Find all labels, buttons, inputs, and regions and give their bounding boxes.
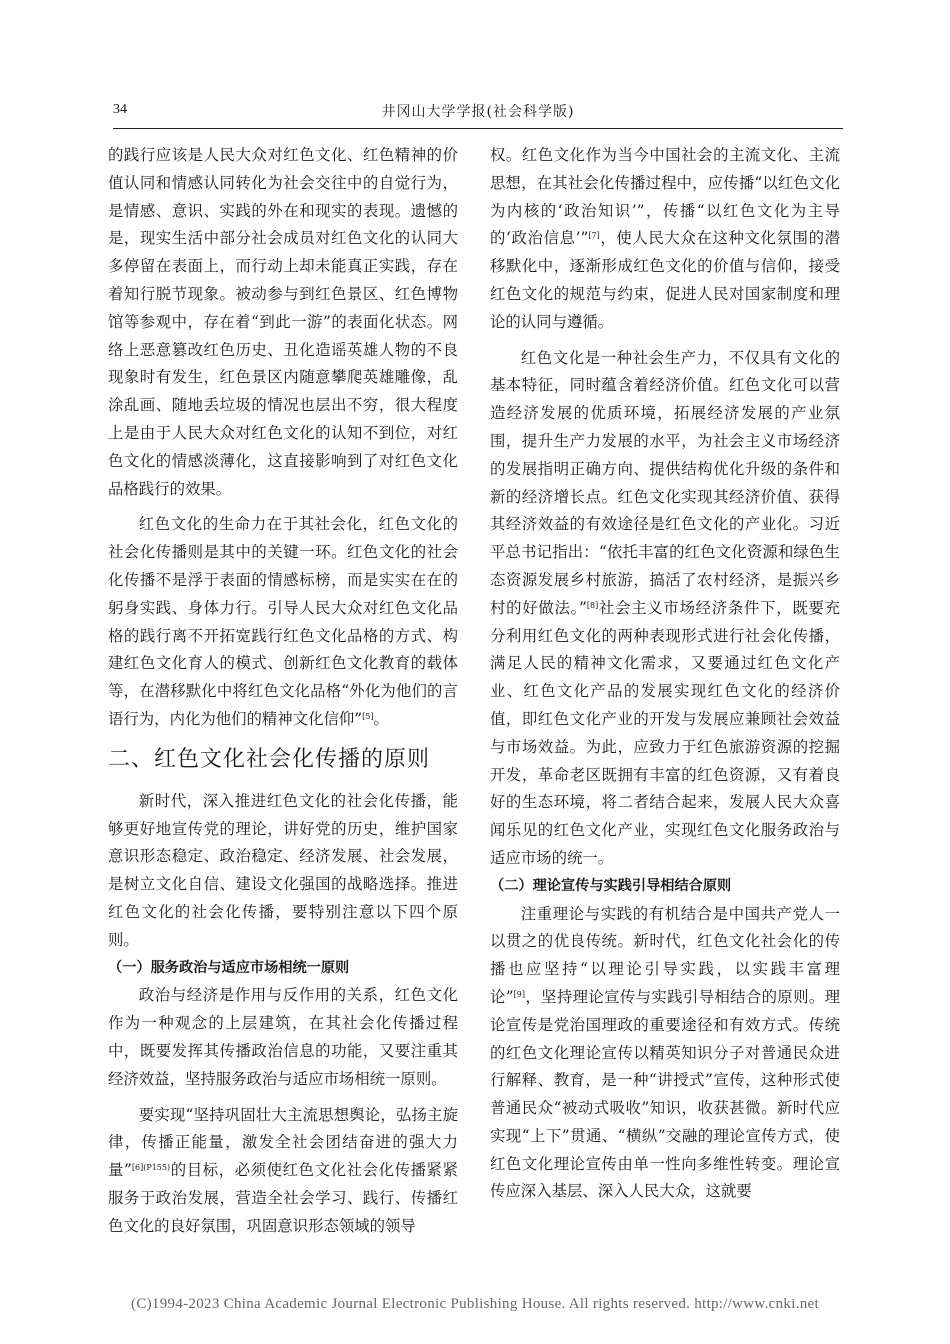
paragraph: 政治与经济是作用与反作用的关系，红色文化作为一种观念的上层建筑，在其社会化传播过程中，既要发挥其传播政治信息的功能，又要注重其经济效益，坚持服务政治与适应市场相统一原则。 [108,986,458,1088]
page-number: 34 [113,102,127,117]
paragraph-text: 的目标，必须使红色文化社会化传播紧紧服务于政治发展，营造全社会学习、践行、传播红色文化的良好氛围，巩固意识形态领域的领导 [108,1161,458,1235]
citation-ref: [5] [362,712,374,722]
right-column [490,142,840,1206]
paragraph [490,345,840,873]
paragraph [108,1102,458,1241]
subsection-heading: （二）理论宣传与实践引导相结合原则 [490,877,732,894]
paragraph-text: 红色文化的生命力在于其社会化，红色文化的社会化传播则是其中的关键一环。红色文化的社会化传播不是浮于表面的情感标榜，而是实实在在的躬身实践、身体力行。引导人民大众对红色文化品格的践行离不开拓宽践行红色文化品格的方式、构建红色文化育人的模式、创新红色文化教育的载体等，在潜移默化中将红色文化品格“外化为他们的言语行为，内化为他们的精神文化信仰” [108,515,458,728]
copyright-footer: (C)1994-2023 China Academic Journal Electronic Publishing House. All rights reserved. http://www.cnki.net [131,1296,819,1312]
paragraph [108,511,458,733]
citation-ref: [9] [513,990,525,1000]
paragraph-text: 社会主义市场经济条件下，既要充分利用红色文化的两种表现形式进行社会化传播，满足人民的精神文化需求，又要通过红色文化产业、红色文化产品的发展实现红色文化的经济价值，即红色文化产业的开发与发展应兼顾社会效益与市场效益。为此，应致力于红色旅游资源的挖掘开发，革命老区既拥有丰富的红色资源，又有着良好的生态环境，将二者结合起来，发展人民大众喜闻乐见的红色文化产业，实现红色文化服务政治与适应市场的统一。 [490,598,840,867]
paragraph: 的践行应该是人民大众对红色文化、红色精神的价值认同和情感认同转化为社会交往中的自觉行为，是情感、意识、实践的外在和现实的表现。遗憾的是，现实生活中部分社会成员对红色文化的认同大多停留在表面上，而行动上却未能真正实践，存在着知行脱节现象。被动参与到红色景区、红色博物馆等参观中，存在着“到此一游”的表面化状态。网络上恶意篡改红色历史、丑化造谣英雄人物的不良现象时有发生，红色景区内随意攀爬英雄雕像，乱涂乱画、随地丢垃圾的情况也层出不穷，很大程度上是由于人民大众对红色文化的认知不到位，对红色文化的情感淡薄化，这直接影响到了对红色文化品格践行的效果。 [108,146,458,498]
citation-ref: [7] [588,231,600,241]
running-header [113,98,843,129]
citation-ref: [6](P155) [131,1163,171,1173]
left-column [108,142,458,1240]
paragraph [490,142,840,337]
section-heading: 二、红色文化社会化传播的原则 [108,746,431,772]
paragraph [490,901,840,1207]
paragraph-text: 红色文化是一种社会生产力，不仅具有文化的基本特征，同时蕴含着经济价值。红色文化可以营造经济发展的优质环境，拓展经济发展的产业氛围，提升生产力发展的水平，为社会主义市场经济的发展指明正确方向、提供结构优化升级的条件和新的经济增长点。红色文化实现其经济价值、获得其经济效益的有效途径是红色文化的产业化。习近平总书记指出：“依托丰富的红色文化资源和绿色生态资源发展乡村旅游，搞活了农村经济，是振兴乡村的好做法。” [490,348,840,617]
paragraph: 新时代，深入推进红色文化的社会化传播，能够更好地宣传党的理论，讲好党的历史，维护国家意识形态稳定、政治稳定、经济发展、社会发展，是树立文化自信、建设文化强国的战略选择。推进红色文化的社会化传播，要特别注意以下四个原则。 [108,791,458,949]
subsection-heading: （一）服务政治与适应市场相统一原则 [108,959,350,976]
paragraph-text: ，坚持理论宣传与实践引导相结合的原则。理论宣传是党治国理政的重要途径和有效方式。传统的红色文化理论宣传以精英知识分子对普通民众进行解释、教育，是一种“讲授式”宣传，这种形式使普通民众“被动式吸收”知识，收获甚微。新时代应实现“上下”贯通、“横纵”交融的理论宣传方式，使红色文化理论宣传由单一性向多维性转变。理论宣传应深入基层、深入人民大众，这就要 [490,987,840,1201]
paragraph-text: 。 [373,709,389,728]
citation-ref: [8] [586,600,599,610]
paragraph-text: 权。红色文化作为当今中国社会的主流文化、主流思想，在其社会化传播过程中，应传播“以红色文化为内核的‘政治知识’”，传播“以红色文化为主导的‘政治信息’” [490,146,840,248]
paragraph-text: ，使人民大众在这种文化氛围的潜移默化中，逐渐形成红色文化的价值与信仰，接受红色文化的规范与约束，促进人民对国家制度和理论的认同与遵循。 [490,229,840,331]
paragraph-text: 要实现“坚持巩固壮大主流思想舆论，弘扬主旋律，传播正能量，激发全社会团结奋进的强大力量” [108,1105,458,1180]
journal-title: 井冈山大学学报(社会科学版) [381,104,575,120]
paragraph-text: 注重理论与实践的有机结合是中国共产党人一以贯之的优良传统。新时代，红色文化社会化的传播也应坚持“以理论引导实践，以实践丰富理论” [490,904,840,1006]
